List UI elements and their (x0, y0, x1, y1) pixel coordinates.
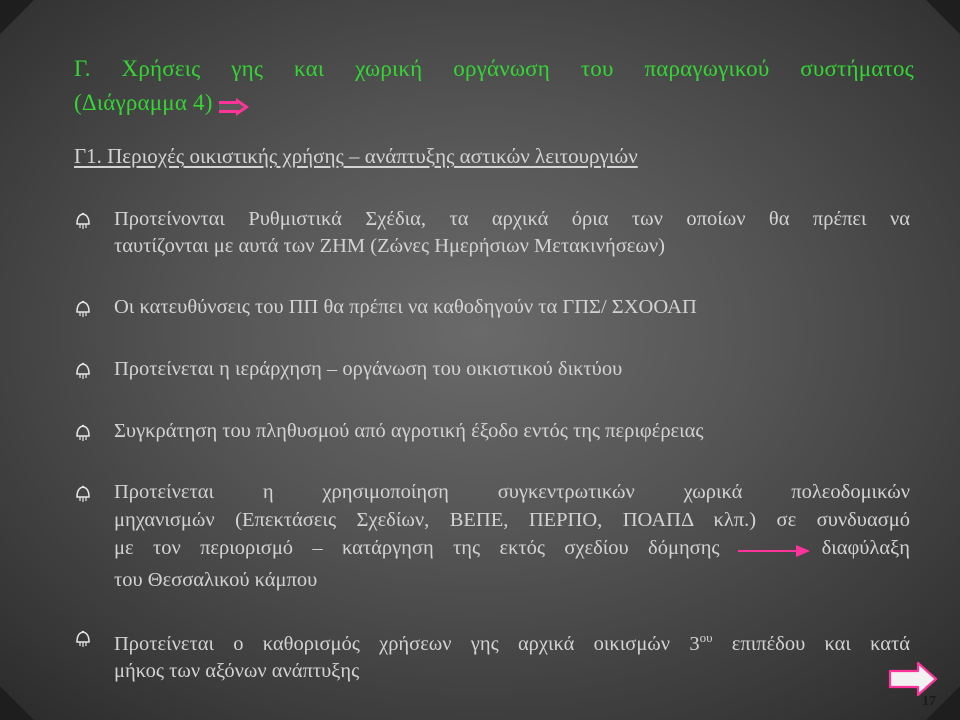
list-item (74, 418, 910, 445)
bullet-text-line: Προτείνεται η χρησιμοποίηση συγκεντρωτικών χωρικά πολεοδομικών (114, 481, 910, 503)
corner-decoration (926, 0, 960, 34)
right-arrow-icon (219, 92, 249, 126)
corner-decoration (0, 0, 34, 34)
wind-chime-icon (74, 299, 92, 317)
bullet-text-line (114, 534, 910, 566)
wind-chime-icon (74, 361, 92, 379)
bullet-text-line: μήκος των αξόνων ανάπτυξης (114, 660, 360, 682)
title-diagram-ref: (Διάγραμμα 4) (74, 90, 213, 115)
bullet-text-segment: Προτείνεται ο καθορισμός χρήσεων γης αρχικά οικισμών 3 (114, 633, 700, 655)
bullet-text: Προτείνεται η ιεράρχηση – οργάνωση του οικιστικού δικτύου (114, 358, 623, 380)
title-line-2 (74, 86, 914, 126)
page-number: 17 (922, 694, 936, 709)
bullet-text-line: Προτείνονται Ρυθμιστικά Σχέδια, τα αρχικά όρια των οποίων θα πρέπει να (114, 208, 910, 230)
list-item (74, 478, 910, 594)
next-slide-arrow-icon[interactable] (888, 662, 938, 696)
bullet-text-line: του Θεσσαλικού κάμπου (114, 569, 318, 591)
list-item (74, 356, 910, 383)
list-item (74, 294, 910, 321)
bullet-text-line: μηχανισμών (Επεκτάσεις Σχεδίων, ΒΕΠΕ, ΠΕΡΠΟ, ΠΟΑΠΔ κλπ.) σε συνδυασμό (114, 509, 910, 531)
list-item (74, 206, 910, 260)
wind-chime-icon (74, 423, 92, 441)
bullet-text: Οι κατευθύνσεις του ΠΠ θα πρέπει να καθοδηγούν τα ΓΠΣ/ ΣΧΟΟΑΠ (114, 296, 697, 318)
section-heading: Γ1. Περιοχές οικιστικής χρήσης – ανάπτυξης αστικών λειτουργιών (74, 144, 638, 168)
bullet-text: Συγκράτηση του πληθυσμού από αγροτική έξοδο εντός της περιφέρειας (114, 420, 704, 442)
superscript: ου (699, 630, 713, 645)
bullet-text-segment: με τον περιορισμό – κατάργηση της εκτός σχεδίου δόμησης (114, 537, 720, 559)
bullet-text-segment: επιπέδου και κατά (712, 633, 910, 655)
bullet-text-line (114, 624, 910, 658)
corner-decoration (0, 686, 34, 720)
title-line-1: Γ. Χρήσεις γης και χωρική οργάνωση του παραγωγικού συστήματος (74, 56, 914, 81)
slide-title (74, 52, 914, 126)
list-item (74, 624, 910, 685)
bullet-text-line: ταυτίζονται με αυτά των ΖΗΜ (Ζώνες Ημερήσιων Μετακινήσεων) (114, 235, 665, 257)
wind-chime-icon (74, 211, 92, 229)
wind-chime-icon (74, 629, 92, 647)
wind-chime-icon (74, 483, 92, 501)
long-right-arrow-icon (738, 538, 810, 566)
bullet-text-segment: διαφύλαξη (821, 537, 910, 559)
